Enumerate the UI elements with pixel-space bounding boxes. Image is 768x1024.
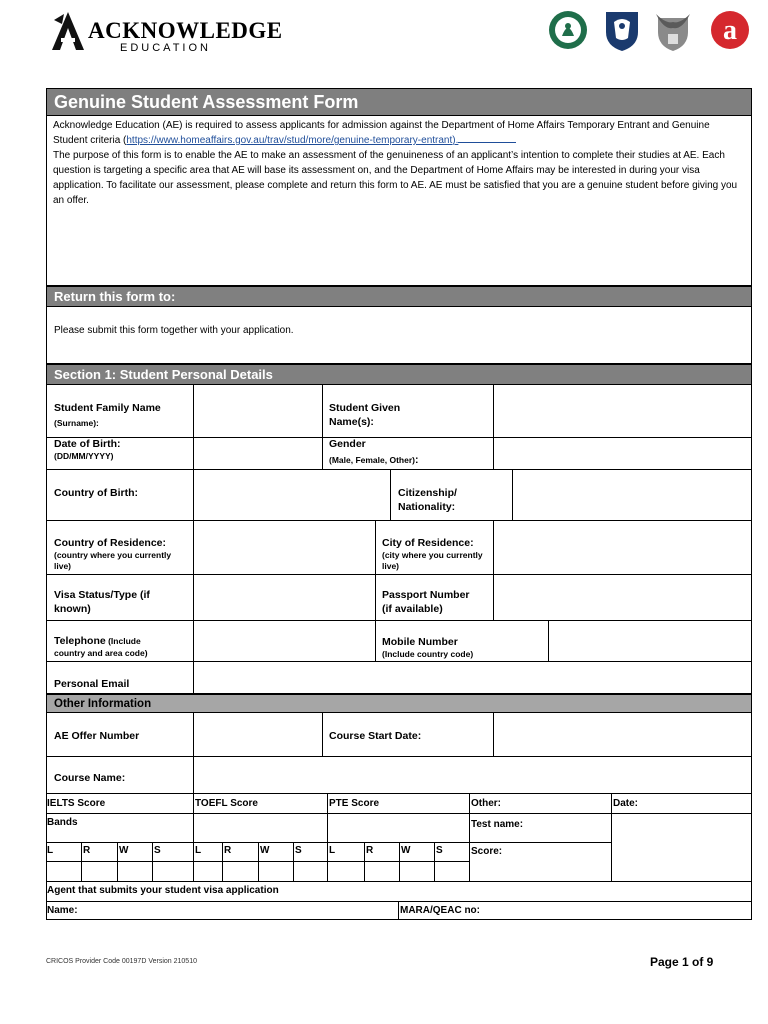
toefl-band-r: R <box>224 845 232 856</box>
form-title: Genuine Student Assessment Form <box>46 88 752 116</box>
return-section-title: Return this form to: <box>46 286 752 307</box>
pte-label: PTE Score <box>329 798 380 809</box>
intro-paragraph <box>53 118 745 148</box>
passport-label: Passport Number <box>382 589 470 601</box>
gender-label: Gender <box>329 438 366 450</box>
toefl-r-input[interactable] <box>223 862 257 880</box>
ielts-w-input[interactable] <box>118 862 151 880</box>
lion-shield-icon <box>604 10 640 50</box>
pte-band-l: L <box>329 845 336 856</box>
toefl-band-l: L <box>195 845 202 856</box>
intro-box <box>46 115 752 286</box>
home-affairs-link[interactable]: https://www.homeaffairs.gov.au/trav/stud/more/genuine-temporary-entrant <box>126 135 453 146</box>
bird-crest-icon <box>654 10 692 50</box>
link-underline-trail <box>458 133 516 143</box>
start-date-input[interactable] <box>494 714 751 755</box>
score-label: Score: <box>471 846 503 857</box>
mobile-note: (Include country code) <box>382 649 474 659</box>
return-instruction: Please submit this form together with your application. <box>54 325 294 336</box>
telephone-input[interactable] <box>194 621 374 660</box>
given-name-label-2: Name(s): <box>329 416 374 428</box>
purpose-paragraph: The purpose of this form is to enable the AE to make an assessment of the genuineness of an applicant’s intention to complete their studies at AE. Each question is targeting a specific area that AE will base its assessment on, and the Department of Home Affairs may be interested in during your visa application. To facilitate our assessment, please complete and return this form to AE. AE must be satisfied that you are a genuine student before giving you an offer. <box>53 150 738 206</box>
return-box <box>46 306 752 364</box>
citizenship-label: Citizenship/ <box>398 487 457 499</box>
pte-r-input[interactable] <box>365 862 398 880</box>
date-input[interactable] <box>612 814 751 880</box>
country-res-label: Country of Residence: <box>54 537 167 549</box>
pte-w-input[interactable] <box>400 862 433 880</box>
cricos-footer: CRICOS Provider Code 00197D Version 210510 <box>46 958 197 965</box>
passport-label-2: (if available) <box>382 603 443 615</box>
course-name-input[interactable] <box>194 757 751 793</box>
intro-text: Acknowledge Education (AE) is required to assess applicants for admission against the Department of Home Affairs Temporary Entrant and Genuine Student criteria ( <box>53 120 710 146</box>
nationality-label: Nationality: <box>398 501 456 513</box>
agent-name-label: Name: <box>47 905 78 916</box>
agent-name-input[interactable] <box>90 902 396 919</box>
shamrock-crest-icon <box>548 10 588 50</box>
country-birth-input[interactable] <box>194 470 389 519</box>
other-test-label: Other: <box>471 798 501 809</box>
pte-band-s: S <box>436 845 443 856</box>
telephone-note-2: country and area code) <box>54 648 148 658</box>
ielts-s-input[interactable] <box>153 862 192 880</box>
svg-text:a: a <box>723 15 737 46</box>
page-number: Page 1 of 9 <box>650 955 714 969</box>
pte-l-input[interactable] <box>328 862 363 880</box>
pte-band-r: R <box>366 845 374 856</box>
section1-title: Section 1: Student Personal Details <box>46 364 752 385</box>
visa-label-2: known) <box>54 603 91 615</box>
pte-s-input[interactable] <box>435 862 468 880</box>
passport-input[interactable] <box>494 575 751 619</box>
acknowledge-logo-icon <box>50 10 86 52</box>
city-res-label: City of Residence: <box>382 537 474 549</box>
city-res-note: (city where you currently live) <box>382 550 483 571</box>
gender-colon: : <box>414 454 419 466</box>
city-res-input[interactable] <box>494 521 751 573</box>
ielts-label: IELTS Score <box>47 798 106 809</box>
country-res-note: (country where you currently live) <box>54 550 172 571</box>
course-name-label: Course Name: <box>54 772 126 784</box>
given-name-input[interactable] <box>494 386 751 436</box>
ielts-band-s: S <box>154 845 161 856</box>
ielts-r-input[interactable] <box>82 862 116 880</box>
telephone-label: Telephone <box>54 635 106 647</box>
toefl-w-input[interactable] <box>259 862 292 880</box>
toefl-l-input[interactable] <box>194 862 221 880</box>
dob-label: Date of Birth: <box>54 438 121 450</box>
dob-input[interactable] <box>194 438 321 468</box>
bands-label: Bands <box>47 817 78 828</box>
country-res-input[interactable] <box>194 521 374 573</box>
link-close-paren: ). <box>452 135 459 146</box>
date-label: Date: <box>613 798 639 809</box>
family-name-label: Student Family Name <box>54 402 161 414</box>
toefl-band-s: S <box>295 845 302 856</box>
mara-input[interactable] <box>492 902 750 919</box>
email-input[interactable] <box>194 662 751 693</box>
ielts-l-input[interactable] <box>47 862 80 880</box>
family-name-input[interactable] <box>194 386 321 436</box>
toefl-band-w: W <box>260 845 270 856</box>
visa-label: Visa Status/Type (if <box>54 589 150 601</box>
test-name-label: Test name: <box>471 819 524 830</box>
agent-title: Agent that submits your student visa application <box>47 885 279 896</box>
ielts-band-r: R <box>83 845 91 856</box>
brand-subtitle: EDUCATION <box>120 42 211 54</box>
dob-note: (DD/MM/YYYY) <box>54 451 114 461</box>
start-date-label: Course Start Date: <box>329 730 422 742</box>
pte-band-w: W <box>401 845 411 856</box>
email-label: Personal Email <box>54 678 130 690</box>
mobile-input[interactable] <box>549 621 751 660</box>
telephone-note: (Include <box>105 636 141 646</box>
gender-input[interactable] <box>494 438 751 468</box>
ielts-band-w: W <box>119 845 129 856</box>
family-name-note: (Surname): <box>54 418 99 428</box>
other-info-title: Other Information <box>46 694 752 713</box>
toefl-label: TOEFL Score <box>195 798 258 809</box>
toefl-s-input[interactable] <box>294 862 326 880</box>
offer-number-label: AE Offer Number <box>54 730 140 742</box>
visa-input[interactable] <box>194 575 374 619</box>
letter-a-circle-icon <box>710 10 750 50</box>
mara-label: MARA/QEAC no: <box>400 905 480 916</box>
mobile-label: Mobile Number <box>382 636 458 648</box>
gender-note: (Male, Female, Other) <box>329 455 415 465</box>
citizenship-input[interactable] <box>513 470 751 519</box>
given-name-label: Student Given <box>329 402 401 414</box>
offer-number-input[interactable] <box>194 714 321 755</box>
country-birth-label: Country of Birth: <box>54 487 138 499</box>
brand-name: ACKNOWLEDGE <box>88 18 283 43</box>
ielts-band-l: L <box>47 845 54 856</box>
